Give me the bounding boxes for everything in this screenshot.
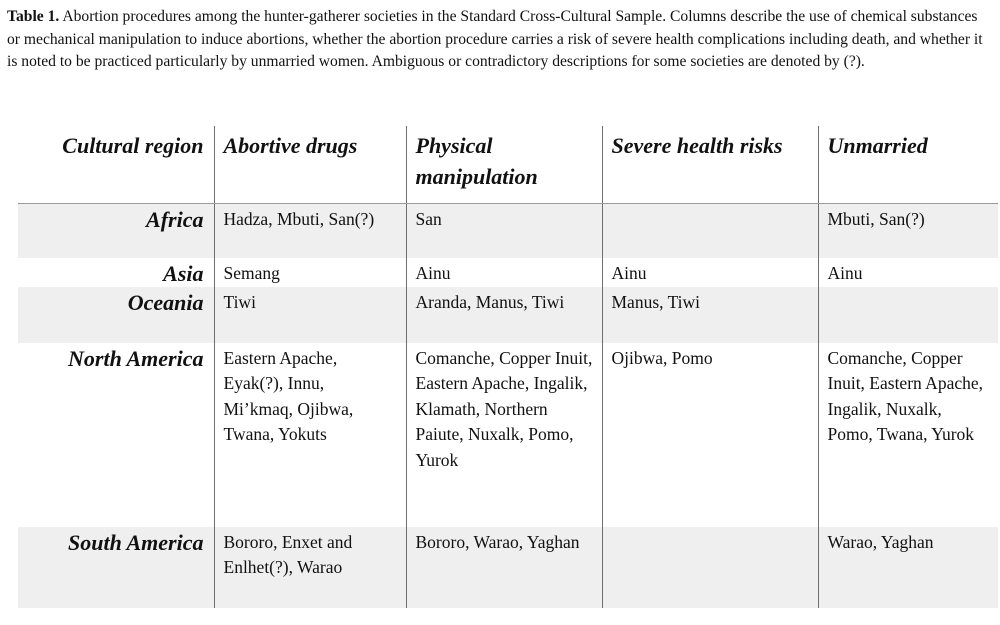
header-cultural-region: Cultural region: [18, 126, 214, 204]
caption-label: Table 1.: [7, 8, 60, 25]
physical-cell: Aranda, Manus, Tiwi: [406, 287, 602, 343]
region-cell: Africa: [18, 204, 214, 259]
header-severe-health-risks: Severe health risks: [602, 126, 818, 204]
drugs-cell: Bororo, Enxet and Enlhet(?), Warao: [214, 527, 406, 608]
unmarried-cell: Ainu: [818, 258, 998, 287]
risks-cell: [602, 204, 818, 259]
table-row: [18, 258, 998, 287]
physical-cell: Bororo, Warao, Yaghan: [406, 527, 602, 608]
drugs-cell: Hadza, Mbuti, San(?): [214, 204, 406, 259]
drugs-cell: Semang: [214, 258, 406, 287]
caption-text: Abortion procedures among the hunter-gatherer societies in the Standard Cross-Cultural Sample. Columns describe the use of chemical substances or mechanical manipulation to induce abortions, whether the abortion procedure carries a risk of severe health complications including death, and whether it is noted to be practiced particularly by unmarried women. Ambiguous or contradictory descriptions for some societies are denoted by (?).: [7, 8, 983, 70]
physical-cell: Ainu: [406, 258, 602, 287]
risks-cell: [602, 527, 818, 608]
physical-cell: Comanche, Copper Inuit, Eastern Apache, Ingalik, Klamath, Northern Paiute, Nuxalk, Pomo, Yurok: [406, 343, 602, 527]
unmarried-cell: Warao, Yaghan: [818, 527, 998, 608]
region-cell: Oceania: [18, 287, 214, 343]
table-row: [18, 204, 998, 259]
table-row: [18, 287, 998, 343]
unmarried-cell: [818, 287, 998, 343]
risks-cell: Ainu: [602, 258, 818, 287]
region-cell: North America: [68, 346, 204, 371]
header-physical-manipulation: Physical manipulation: [406, 126, 602, 204]
header-abortive-drugs: Abortive drugs: [214, 126, 406, 204]
drugs-cell: Eastern Apache, Eyak(?), Innu, Mi’kmaq, Ojibwa, Twana, Yokuts: [214, 343, 406, 527]
drugs-cell: Tiwi: [214, 287, 406, 343]
table-caption: [7, 6, 993, 74]
header-unmarried: Unmarried: [818, 126, 998, 204]
table-row: [18, 527, 998, 608]
region-cell: Asia: [163, 261, 204, 286]
header-row: [18, 126, 998, 204]
abortion-procedures-table: [18, 126, 998, 608]
unmarried-cell: Mbuti, San(?): [818, 204, 998, 259]
risks-cell: Manus, Tiwi: [602, 287, 818, 343]
table-row: [18, 343, 998, 527]
physical-cell: San: [406, 204, 602, 259]
risks-cell: Ojibwa, Pomo: [602, 343, 818, 527]
unmarried-cell: Comanche, Copper Inuit, Eastern Apache, Ingalik, Nuxalk, Pomo, Twana, Yurok: [818, 343, 998, 527]
region-cell: South America: [18, 527, 214, 608]
